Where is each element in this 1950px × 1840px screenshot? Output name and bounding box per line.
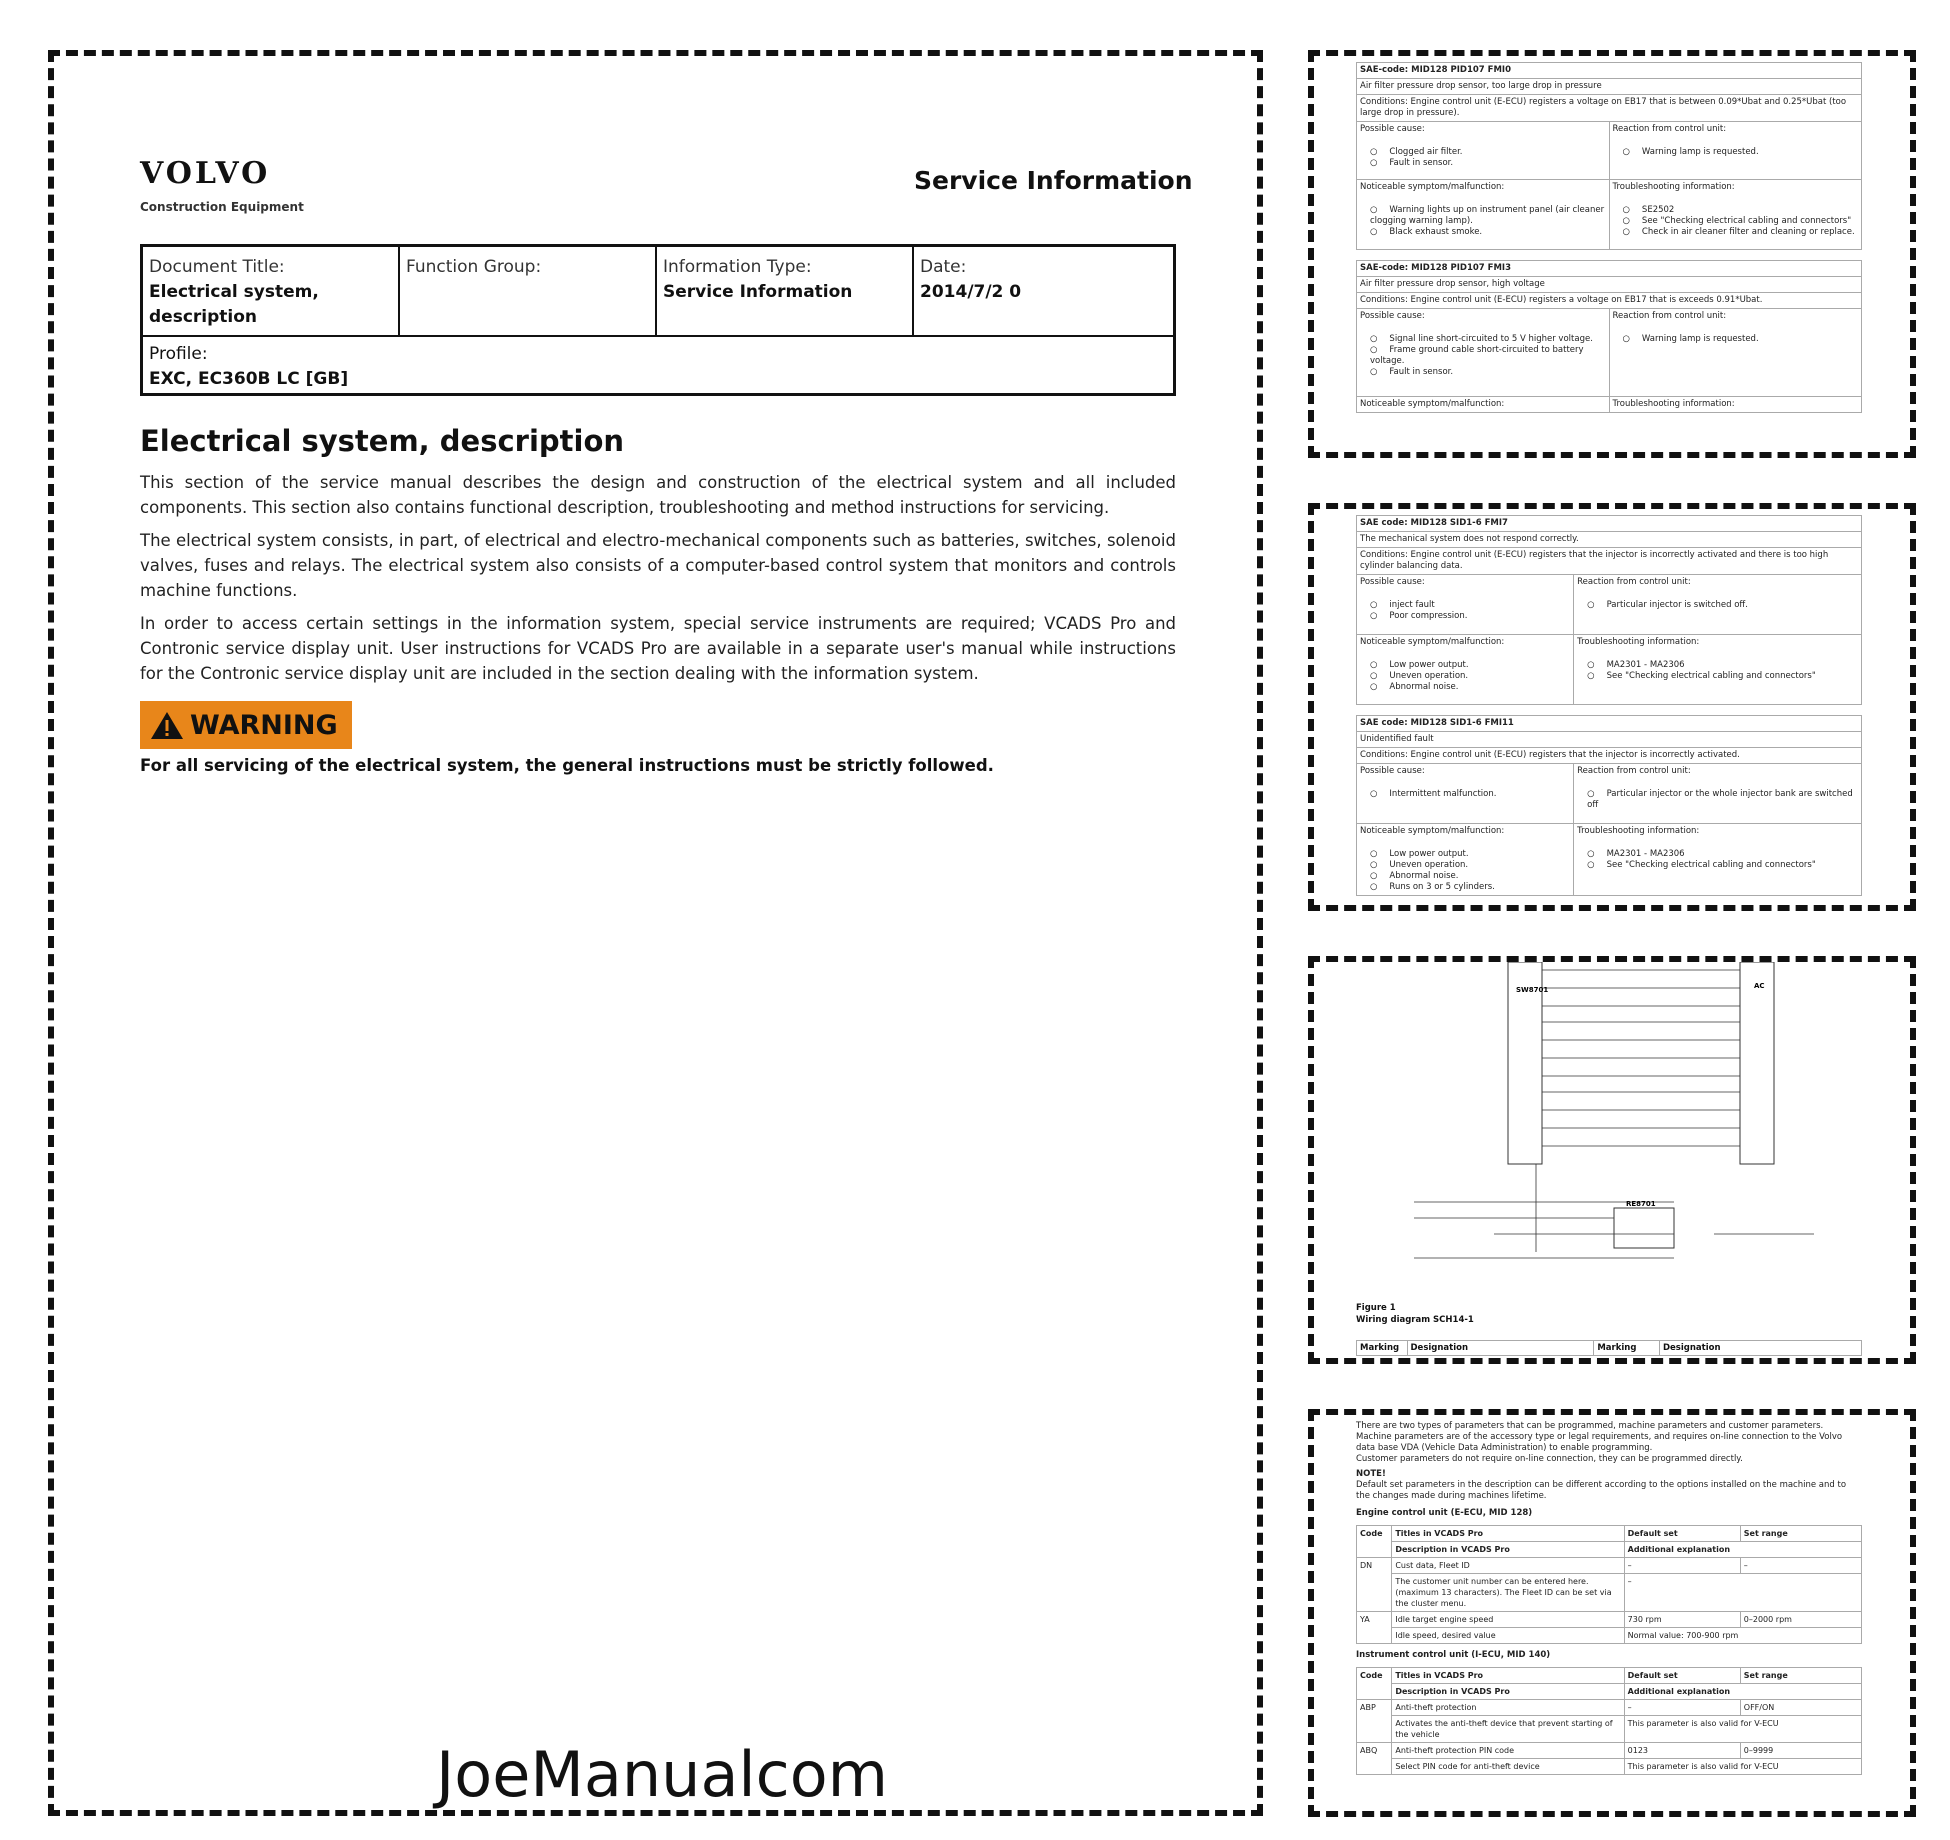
param-default: 0123 (1624, 1743, 1740, 1759)
document-header-table (140, 244, 1176, 396)
list-item: ○ See "Checking electrical cabling and connectors" (1623, 216, 1859, 227)
param-default: – (1624, 1558, 1740, 1574)
possible-cause-label: Possible cause: (1360, 311, 1425, 321)
list-item: ○ Fault in sensor. (1370, 158, 1606, 169)
reaction-label: Reaction from control unit: (1577, 577, 1691, 587)
section-heading: Electrical system, description (140, 424, 625, 458)
doc-title-cell (143, 247, 400, 335)
troubleshooting-label: Troubleshooting information: (1577, 826, 1700, 836)
thumb4-content (1356, 1421, 1862, 1781)
reaction-label: Reaction from control unit: (1612, 124, 1727, 134)
fault-conditions: Conditions: Engine control unit (E-ECU) registers a voltage on EB17 that is between 0.09*Ubat and 0.25*Ubat (too large drop in pressure). (1357, 95, 1862, 122)
symptom-label: Noticeable symptom/malfunction: (1360, 826, 1505, 836)
intro-line: Customer parameters do not require on-line connection, they can be programmed directly. (1356, 1454, 1743, 1464)
list-item: ○ See "Checking electrical cabling and connectors" (1587, 860, 1858, 871)
figure-title: Wiring diagram SCH14-1 (1356, 1315, 1474, 1325)
info-type-label: Information Type: (663, 257, 812, 277)
fault-table (1356, 260, 1862, 413)
fault-description: Unidentified fault (1357, 732, 1862, 748)
param-range: – (1740, 1558, 1861, 1574)
symptom-label: Noticeable symptom/malfunction: (1360, 182, 1505, 192)
switch-label: SW8701 (1516, 986, 1549, 994)
date-cell (914, 247, 1173, 335)
possible-cause-cell (1357, 764, 1574, 824)
warning-triangle-icon (150, 710, 184, 740)
thumb1-content (1356, 62, 1862, 423)
param-range: 0–9999 (1740, 1743, 1861, 1759)
list-item: ○ Warning lamp is requested. (1623, 334, 1859, 345)
list-item: ○ SE2502 (1623, 205, 1859, 216)
fault-table (1356, 715, 1862, 896)
function-group-cell (400, 247, 657, 335)
troubleshooting-cell: Troubleshooting information: (1609, 397, 1862, 413)
warning-badge (140, 701, 352, 749)
figure-number: Figure 1 (1356, 1303, 1396, 1313)
param-desc: Idle speed, desired value (1392, 1628, 1624, 1644)
intro-line: Machine parameters are of the accessory type or legal requirements, and requires on-line connection to the Volvo data base VDA (Vehicle Data Administration) to enable programming. (1356, 1432, 1843, 1453)
fault-description: Air filter pressure drop sensor, high voltage (1357, 277, 1862, 293)
param-range: OFF/ON (1740, 1700, 1861, 1716)
list-item: ○ Warning lamp is requested. (1623, 147, 1859, 158)
col-desc: Description in VCADS Pro (1392, 1542, 1624, 1558)
possible-cause-label: Possible cause: (1360, 124, 1425, 134)
list-item: ○ Check in air cleaner filter and cleaning or replace. (1623, 227, 1859, 238)
relay-block (1614, 1208, 1674, 1248)
param-addl: This parameter is also valid for V-ECU (1624, 1716, 1861, 1743)
doc-title-label: Document Title: (149, 257, 285, 277)
list-item: ○ inject fault (1370, 600, 1570, 611)
list-item: ○ Abnormal noise. (1370, 682, 1570, 693)
list-item: ○ Black exhaust smoke. (1370, 227, 1606, 238)
fault-description: Air filter pressure drop sensor, too large drop in pressure (1357, 79, 1862, 95)
list-item: ○ Frame ground cable short-circuited to battery voltage. (1370, 345, 1606, 367)
figure-caption (1356, 1302, 1474, 1326)
warning-label: WARNING (190, 709, 338, 741)
possible-cause-cell (1357, 122, 1610, 180)
fault-code: SAE-code: MID128 PID107 FMI3 (1357, 261, 1862, 277)
list-item: ○ Fault in sensor. (1370, 367, 1606, 378)
param-title: Cust data, Fleet ID (1392, 1558, 1624, 1574)
service-information-title: Service Information (914, 166, 1193, 195)
param-title: Anti-theft protection PIN code (1392, 1743, 1624, 1759)
i-ecu-param-table (1356, 1667, 1862, 1775)
col-titles: Titles in VCADS Pro (1392, 1526, 1624, 1542)
doc-title-value: Electrical system, description (149, 282, 319, 327)
logo-subtitle: Construction Equipment (140, 200, 304, 214)
possible-cause-cell (1357, 575, 1574, 635)
list-item: ○ MA2301 - MA2306 (1587, 849, 1858, 860)
e-ecu-title: Engine control unit (E-ECU, MID 128) (1356, 1508, 1533, 1518)
list-item: ○ Uneven operation. (1370, 860, 1570, 871)
designation-header: Designation (1407, 1341, 1594, 1356)
list-item: ○ Warning lights up on instrument panel (air cleaner clogging warning lamp). (1370, 205, 1606, 227)
param-default: 730 rpm (1624, 1612, 1740, 1628)
warning-text: For all servicing of the electrical system, the general instructions must be strictly followed. (140, 756, 994, 775)
fault-description: The mechanical system does not respond correctly. (1357, 532, 1862, 548)
list-item: ○ MA2301 - MA2306 (1587, 660, 1858, 671)
param-addl: – (1624, 1574, 1861, 1612)
param-range: 0–2000 rpm (1740, 1612, 1861, 1628)
watermark: JoeManualcom (436, 1738, 889, 1811)
date-value: 2014/7/2 0 (920, 282, 1022, 302)
param-code: YA (1357, 1612, 1392, 1644)
list-item: ○ Poor compression. (1370, 611, 1570, 622)
troubleshooting-label: Troubleshooting information: (1612, 182, 1735, 192)
list-item: ○ Low power output. (1370, 849, 1570, 860)
symptom-label: Noticeable symptom/malfunction: (1360, 637, 1505, 647)
list-item: ○ Low power output. (1370, 660, 1570, 671)
col-code: Code (1357, 1526, 1392, 1558)
col-range: Set range (1740, 1526, 1861, 1542)
list-item: ○ Intermittent malfunction. (1370, 789, 1570, 800)
thumbnail-page-4[interactable] (1308, 1409, 1916, 1817)
col-default: Default set (1624, 1668, 1740, 1684)
profile-value: EXC, EC360B LC [GB] (149, 369, 349, 389)
ac-label: AC (1754, 982, 1765, 990)
wiring-diagram (1314, 962, 1910, 1292)
col-titles: Titles in VCADS Pro (1392, 1668, 1624, 1684)
symptom-cell: Noticeable symptom/malfunction: (1357, 397, 1610, 413)
e-ecu-param-table (1356, 1525, 1862, 1644)
reaction-cell (1609, 122, 1862, 180)
thumb2-content (1356, 515, 1862, 906)
profile-label: Profile: (149, 344, 208, 364)
info-type-cell (657, 247, 914, 335)
note-text: Default set parameters in the description can be different according to the options installed on the machine and to the changes made during machines lifetime. (1356, 1480, 1847, 1501)
fault-conditions: Conditions: Engine control unit (E-ECU) registers that the injector is incorrectly activated. (1357, 748, 1862, 764)
main-page-frame (48, 50, 1263, 1816)
reaction-cell (1574, 575, 1862, 635)
designation-header: Designation (1659, 1341, 1861, 1356)
fault-code: SAE code: MID128 SID1-6 FMI11 (1357, 716, 1862, 732)
fault-conditions: Conditions: Engine control unit (E-ECU) registers a voltage on EB17 that is exceeds 0.91*Ubat. (1357, 293, 1862, 309)
info-type-value: Service Information (663, 282, 853, 302)
list-item: ○ Particular injector is switched off. (1587, 600, 1858, 611)
fault-code: SAE-code: MID128 PID107 FMI0 (1357, 63, 1862, 79)
col-addl: Additional explanation (1624, 1542, 1861, 1558)
param-title: Idle target engine speed (1392, 1612, 1624, 1628)
col-desc: Description in VCADS Pro (1392, 1684, 1624, 1700)
relay-label: RE8701 (1626, 1200, 1656, 1208)
ac-block (1740, 962, 1774, 1164)
param-addl: Normal value: 700-900 rpm (1624, 1628, 1861, 1644)
param-desc: Select PIN code for anti-theft device (1392, 1759, 1624, 1775)
list-item: ○ Signal line short-circuited to 5 V higher voltage. (1370, 334, 1606, 345)
param-desc: The customer unit number can be entered here. (maximum 13 characters). The Fleet ID can be set via the cluster menu. (1392, 1574, 1624, 1612)
volvo-logo: VOLVO (140, 156, 271, 191)
paragraph-intro: This section of the service manual describes the design and construction of the electrical system and all included components. This section also contains functional description, troubleshooting and method instructions for servicing. (140, 473, 1176, 517)
reaction-label: Reaction from control unit: (1577, 766, 1691, 776)
paragraph-components: The electrical system consists, in part, of electrical and electro-mechanical components such as batteries, switches, solenoid valves, fuses and relays. The electrical system also consists of a computer-based control system that monitors and controls machine functions. (140, 531, 1176, 600)
reaction-cell (1609, 309, 1862, 397)
paragraph-instruments: In order to access certain settings in the information system, special service instruments are required; VCADS Pro and Contronic service display unit. User instructions for VCADS Pro are available in a separate user's manual while instructions for the Contronic service display unit are included in the section dealing with the information system. (140, 614, 1176, 683)
reaction-label: Reaction from control unit: (1612, 311, 1727, 321)
param-addl: This parameter is also valid for V-ECU (1624, 1759, 1861, 1775)
fault-table (1356, 62, 1862, 250)
intro-line: There are two types of parameters that can be programmed, machine parameters and customer parameters. (1356, 1421, 1824, 1431)
symptom-cell (1357, 824, 1574, 896)
col-addl: Additional explanation (1624, 1684, 1861, 1700)
marking-table (1356, 1340, 1862, 1356)
param-title: Anti-theft protection (1392, 1700, 1624, 1716)
marking-header: Marking (1594, 1341, 1660, 1356)
fault-conditions: Conditions: Engine control unit (E-ECU) registers that the injector is incorrectly activated and there is too high cylinder balancing data. (1357, 548, 1862, 575)
troubleshooting-cell (1609, 180, 1862, 250)
function-group-label: Function Group: (406, 257, 542, 277)
possible-cause-cell (1357, 309, 1610, 397)
col-code: Code (1357, 1668, 1392, 1700)
list-item: ○ Clogged air filter. (1370, 147, 1606, 158)
param-code: ABQ (1357, 1743, 1392, 1775)
col-range: Set range (1740, 1668, 1861, 1684)
marking-header: Marking (1357, 1341, 1408, 1356)
thumbnail-page-1[interactable] (1308, 50, 1916, 458)
param-code: DN (1357, 1558, 1392, 1612)
list-item: ○ Runs on 3 or 5 cylinders. (1370, 882, 1570, 893)
thumbnail-page-3[interactable] (1308, 956, 1916, 1364)
col-default: Default set (1624, 1526, 1740, 1542)
profile-row (143, 335, 1173, 393)
symptom-cell (1357, 635, 1574, 705)
troubleshooting-cell (1574, 824, 1862, 896)
note-label: NOTE! (1356, 1469, 1386, 1479)
troubleshooting-cell (1574, 635, 1862, 705)
thumbnail-page-2[interactable] (1308, 503, 1916, 911)
list-item: ○ Uneven operation. (1370, 671, 1570, 682)
param-default: – (1624, 1700, 1740, 1716)
i-ecu-title: Instrument control unit (I-ECU, MID 140) (1356, 1650, 1551, 1660)
param-code: ABP (1357, 1700, 1392, 1743)
fault-table (1356, 515, 1862, 705)
troubleshooting-label: Troubleshooting information: (1577, 637, 1700, 647)
date-label: Date: (920, 257, 967, 277)
list-item: ○ Particular injector or the whole injector bank are switched off (1587, 789, 1858, 811)
symptom-cell (1357, 180, 1610, 250)
fault-code: SAE code: MID128 SID1-6 FMI7 (1357, 516, 1862, 532)
reaction-cell (1574, 764, 1862, 824)
list-item: ○ Abnormal noise. (1370, 871, 1570, 882)
possible-cause-label: Possible cause: (1360, 766, 1425, 776)
possible-cause-label: Possible cause: (1360, 577, 1425, 587)
param-desc: Activates the anti-theft device that prevent starting of the vehicle (1392, 1716, 1624, 1743)
list-item: ○ See "Checking electrical cabling and connectors" (1587, 671, 1858, 682)
